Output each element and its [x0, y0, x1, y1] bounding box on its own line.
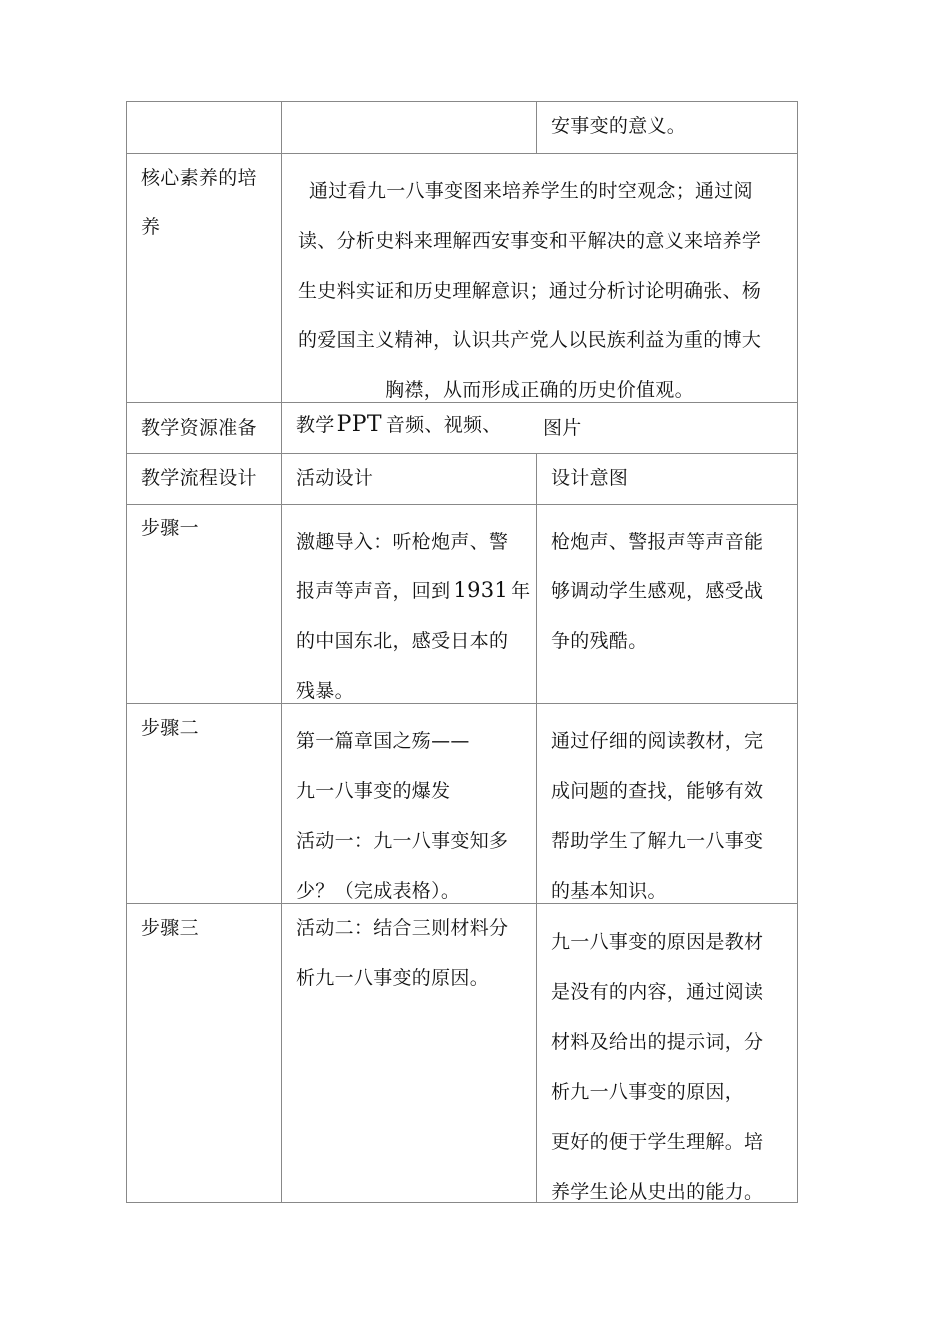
- step3-intent-line-1: 九一八事变的原因是教材: [551, 931, 764, 953]
- step3-activity-line-1: 活动二：结合三则材料分: [296, 917, 509, 939]
- flow-label: 教学流程设计: [141, 467, 257, 489]
- intent-header: 设计意图: [551, 467, 629, 489]
- step3-intent-line-6: 养学生论从史出的能力。: [551, 1181, 764, 1203]
- row-line-top: [126, 101, 797, 102]
- step3-intent-line-4: 析九一八事变的原因，: [551, 1081, 745, 1103]
- row-line-1: [126, 153, 797, 154]
- core-literacy-line-3: 生史料实证和历史理解意识；通过分析讨论明确张、杨: [298, 280, 762, 302]
- activity-header: 活动设计: [296, 467, 374, 489]
- row-line-4: [126, 504, 797, 505]
- resources-text-post: 音频、视频、: [385, 414, 502, 436]
- resources-text-pre: 教学: [296, 414, 335, 436]
- step1-label: 步骤一: [141, 517, 199, 539]
- row-line-3: [126, 453, 797, 454]
- step2-intent-line-3: 帮助学生了解九一八事变: [551, 830, 764, 852]
- core-literacy-label-line-1: 核心素养的培: [141, 167, 257, 189]
- step2-intent-line-1: 通过仔细的阅读教材，完: [551, 730, 764, 752]
- resources-label: 教学资源准备: [141, 417, 257, 439]
- step3-intent-line-5: 更好的便于学生理解。培: [551, 1131, 764, 1153]
- column-divider-1: [281, 101, 282, 1203]
- step1-intent-line-3: 争的残酷。: [551, 630, 648, 652]
- step1-intent-line-2: 够调动学生感观，感受战: [551, 580, 764, 602]
- core-literacy-line-4: 的爱国主义精神，认识共产党人以民族利益为重的博大: [298, 329, 762, 351]
- step2-intent-line-2: 成问题的查找，能够有效: [551, 780, 764, 802]
- step1-activity-line-4: 残暴。: [296, 680, 354, 702]
- column-divider-2a: [536, 101, 537, 153]
- step1-activity-text: 报声等声音，回到: [296, 580, 451, 602]
- step2-activity-line-3: 活动一：九一八事变知多: [296, 830, 509, 852]
- row-line-2: [126, 402, 797, 403]
- continued-content-line: 安事变的意义。: [551, 115, 687, 137]
- step1-activity-line-3: 的中国东北，感受日本的: [296, 630, 509, 652]
- step1-activity-line-2: [296, 576, 530, 603]
- row-line-6: [126, 903, 797, 904]
- column-divider-2b: [536, 453, 537, 1203]
- table-border-right: [797, 101, 798, 1203]
- step3-intent-line-3: 材料及给出的提示词，分: [551, 1031, 764, 1053]
- step3-activity-line-2: 析九一八事变的原因。: [296, 967, 490, 989]
- step2-activity-line-2: 九一八事变的爆发: [296, 780, 451, 802]
- resources-extra: 图片: [543, 417, 582, 439]
- resources-content: [296, 410, 502, 437]
- step1-year-suffix: 年: [511, 580, 531, 602]
- row-line-5: [126, 703, 797, 704]
- core-literacy-line-5: 胸襟，从而形成正确的历史价值观。: [385, 379, 694, 401]
- core-literacy-line-2: 读、分析史料来理解西安事变和平解决的意义来培养学: [298, 230, 762, 252]
- step3-label: 步骤三: [141, 917, 199, 939]
- resources-ppt: PPT: [336, 412, 382, 437]
- step2-intent-line-4: 的基本知识。: [551, 880, 667, 902]
- core-literacy-line-1: 通过看九一八事变图来培养学生的时空观念；通过阅: [309, 180, 753, 202]
- step2-activity-line-1: 第一篇章国之殇——: [296, 730, 470, 752]
- core-literacy-label-line-2: 养: [141, 216, 161, 238]
- step2-activity-line-4: 少？（完成表格）。: [296, 880, 461, 902]
- step1-year: 1931: [453, 578, 509, 602]
- step1-activity-line-1: 激趣导入：听枪炮声、警: [296, 531, 509, 553]
- table-border-left: [126, 101, 127, 1203]
- step2-label: 步骤二: [141, 717, 199, 739]
- step3-intent-line-2: 是没有的内容，通过阅读: [551, 981, 764, 1003]
- step1-intent-line-1: 枪炮声、警报声等声音能: [551, 531, 764, 553]
